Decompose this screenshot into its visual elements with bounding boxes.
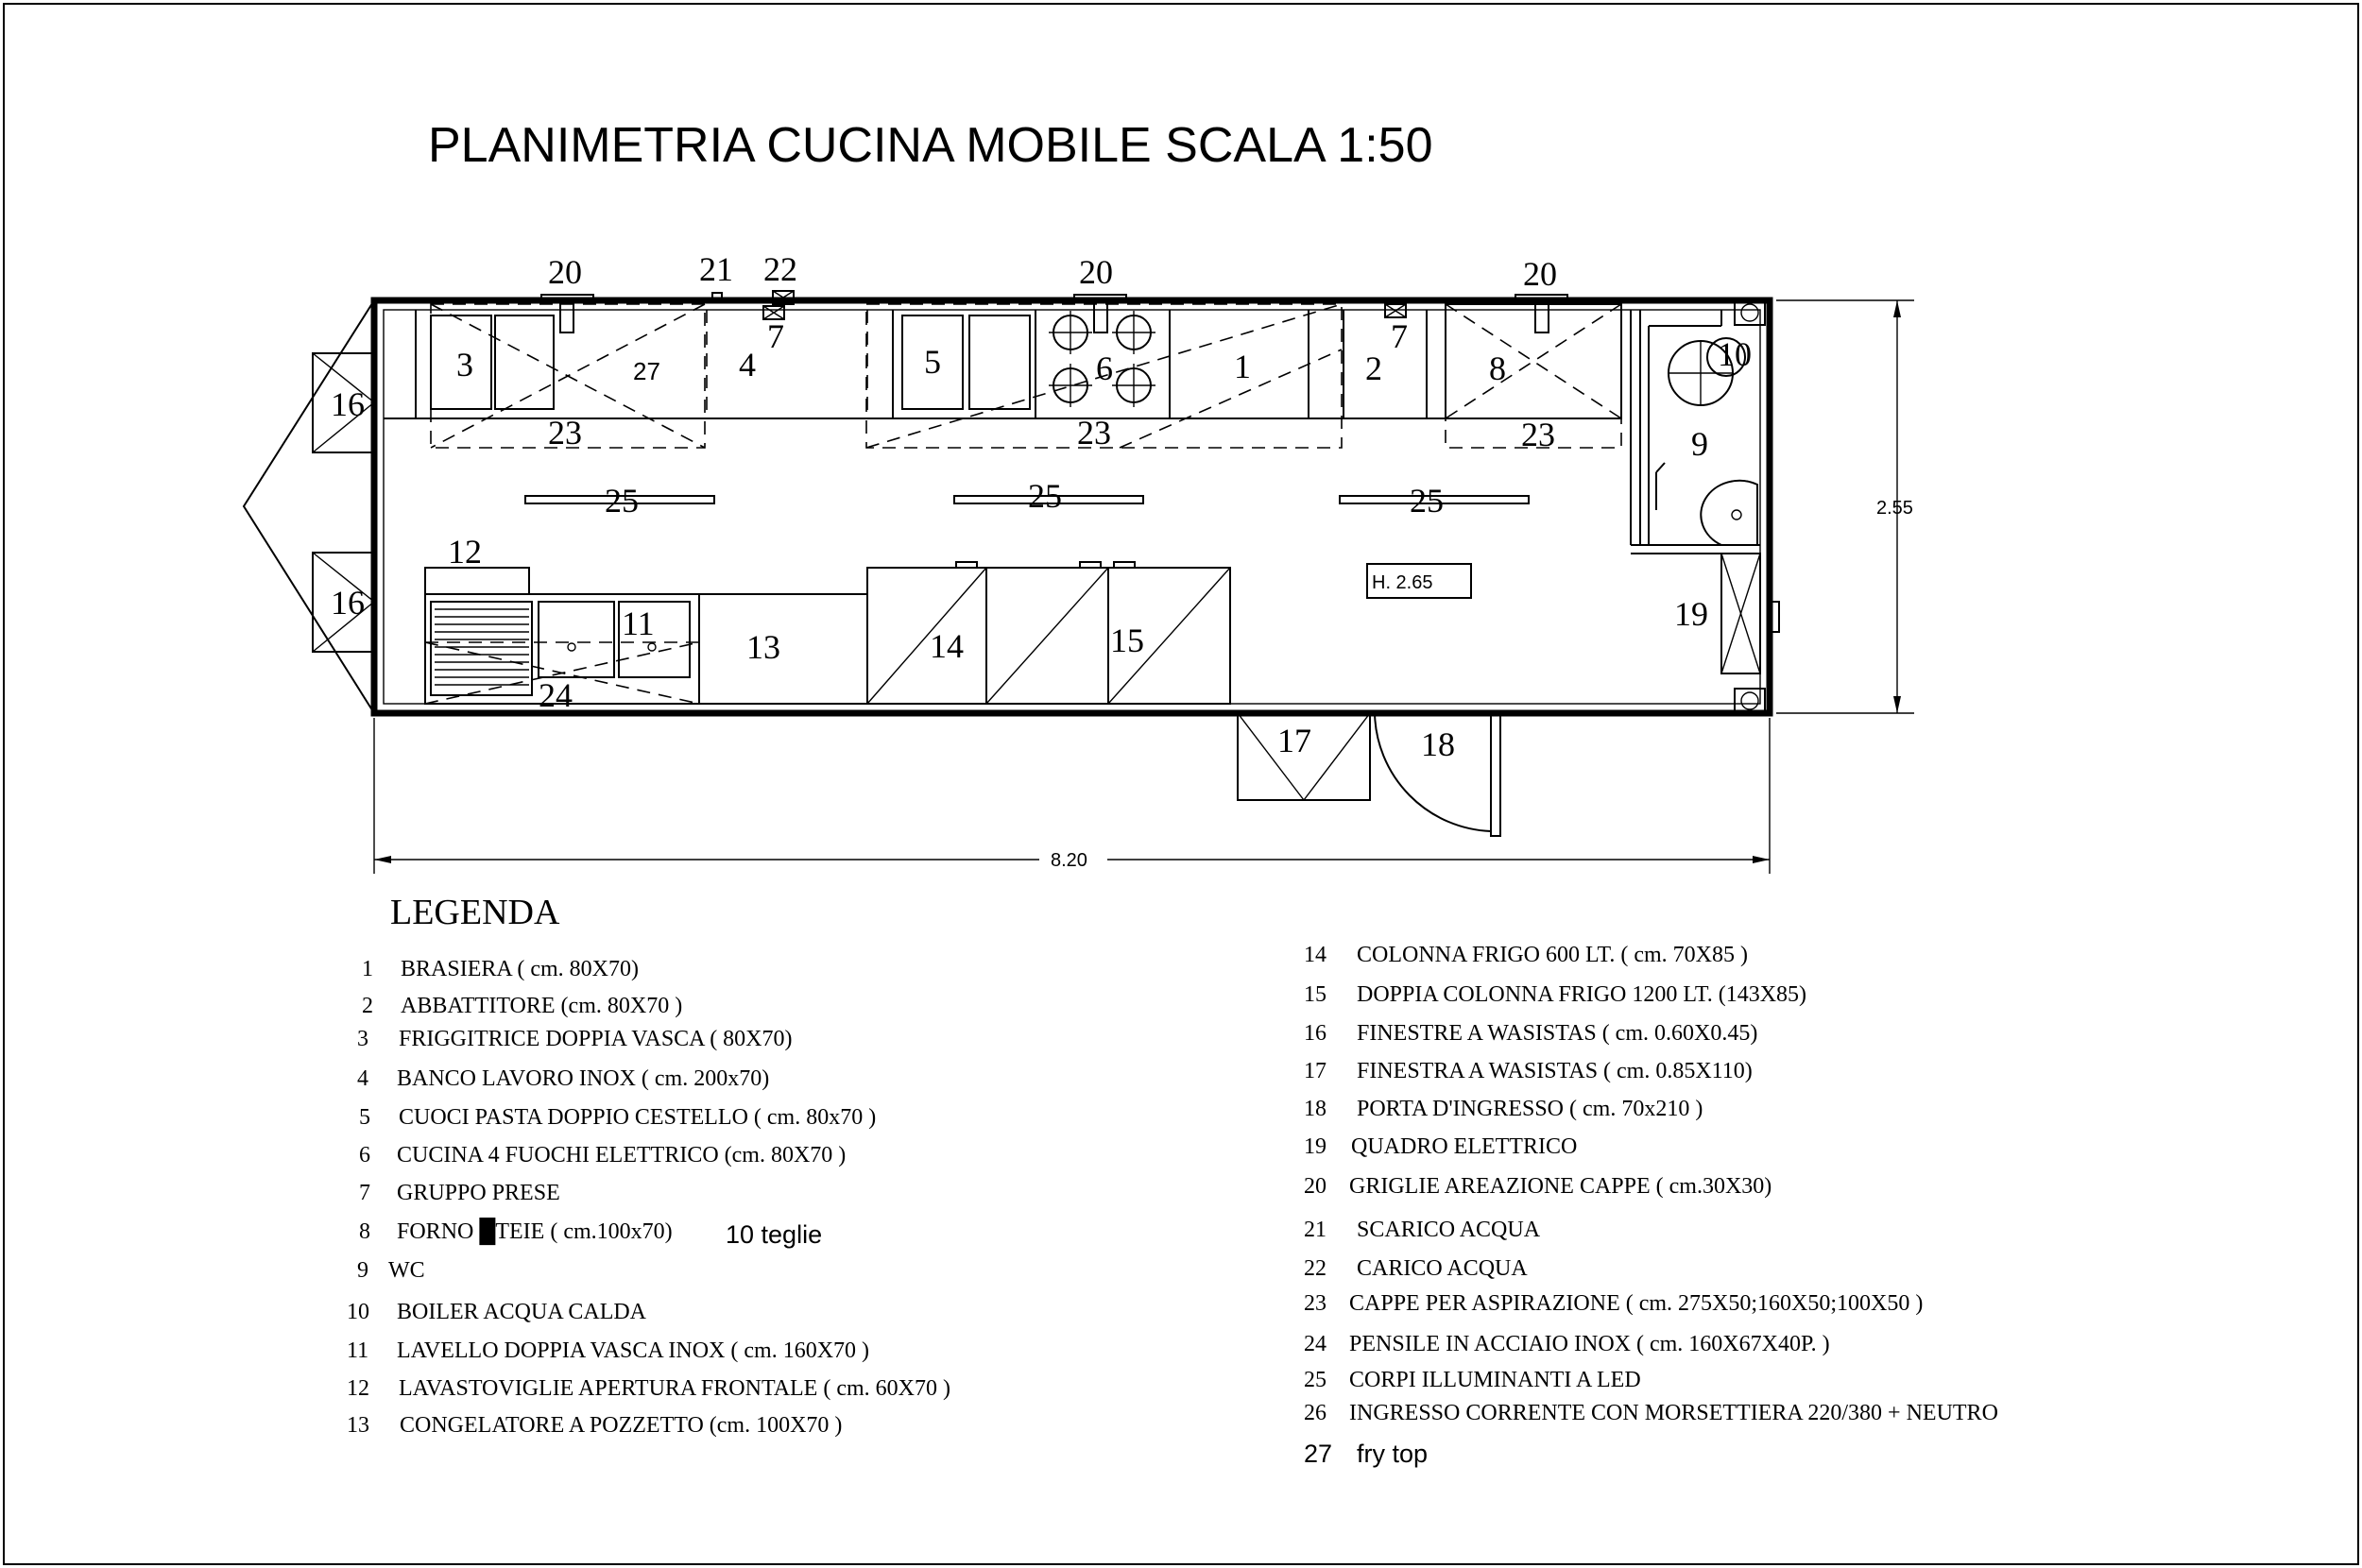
legend-left-column	[347, 957, 950, 1438]
toilet	[1701, 481, 1757, 545]
label-15: 15	[1110, 622, 1144, 659]
legend-number: 12	[347, 1376, 369, 1401]
plan-title: PLANIMETRIA CUCINA MOBILE SCALA 1:50	[428, 118, 1433, 173]
legend-number: 1	[362, 957, 373, 981]
legend-number: 20	[1304, 1174, 1326, 1199]
legend-item: QUADRO ELETTRICO	[1351, 1134, 1578, 1159]
legend-item: SCARICO ACQUA	[1357, 1218, 1541, 1242]
label-23: 23	[1521, 416, 1555, 453]
legend-item: GRIGLIE AREAZIONE CAPPE ( cm.30X30)	[1349, 1174, 1772, 1199]
label-25: 25	[1028, 477, 1062, 515]
legend-number: 14	[1304, 943, 1326, 967]
legend-number: 4	[357, 1066, 368, 1091]
label-18: 18	[1421, 725, 1455, 763]
legend-item: CAPPE PER ASPIRAZIONE ( cm. 275X50;160X50;100X50 )	[1349, 1291, 1924, 1316]
dishwasher-12	[425, 568, 529, 594]
legend-number: 27	[1304, 1440, 1333, 1468]
label-22: 22	[763, 250, 797, 288]
legend	[347, 893, 1998, 1468]
legend-number: 9	[357, 1258, 368, 1283]
fridge-15	[986, 562, 1230, 704]
legend-number: 2	[362, 994, 373, 1018]
dimension-width	[374, 718, 1770, 874]
legend-item: BANCO LAVORO INOX ( cm. 200x70)	[397, 1066, 770, 1091]
legend-number: 13	[347, 1413, 369, 1438]
legend-number: 26	[1304, 1401, 1326, 1425]
legend-item: CUCINA 4 FUOCHI ELETTRICO (cm. 80X70 )	[397, 1143, 847, 1167]
label-6: 6	[1096, 349, 1113, 387]
legend-item: GRUPPO PRESE	[397, 1181, 560, 1205]
fridge-14	[867, 562, 986, 704]
label-25: 25	[605, 482, 639, 520]
legend-item: CONGELATORE A POZZETTO (cm. 100X70 )	[400, 1413, 843, 1438]
legend-number: 17	[1304, 1059, 1326, 1083]
legend-number: 16	[1304, 1021, 1326, 1046]
legend-item: CARICO ACQUA	[1357, 1256, 1528, 1281]
label-4: 4	[739, 346, 756, 383]
legend-item: FINESTRE A WASISTAS ( cm. 0.60X0.45)	[1357, 1021, 1758, 1046]
label-9: 9	[1691, 425, 1708, 463]
legend-number: 24	[1304, 1332, 1326, 1356]
legend-item: LAVASTOVIGLIE APERTURA FRONTALE ( cm. 60X70 )	[399, 1376, 950, 1401]
socket-7-b	[1385, 304, 1406, 317]
legend-item: ABBATTITORE (cm. 80X70 )	[401, 994, 683, 1018]
label-1: 1	[1234, 348, 1251, 385]
legend-item: FRIGGITRICE DOPPIA VASCA ( 80X70)	[399, 1027, 793, 1051]
legend-item: COLONNA FRIGO 600 LT. ( cm. 70X85 )	[1357, 943, 1748, 967]
label-3: 3	[456, 346, 473, 383]
legend-title: LEGENDA	[390, 893, 560, 932]
legend-item: FORNO █TEIE ( cm.100x70)	[397, 1219, 673, 1244]
freezer-13	[699, 594, 867, 704]
legend-number: 3	[357, 1027, 368, 1051]
label-13: 13	[746, 628, 780, 666]
label-16: 16	[331, 385, 365, 423]
legend-item-note: 10 teglie	[726, 1220, 823, 1249]
label-16: 16	[331, 584, 365, 622]
legend-item: PORTA D'INGRESSO ( cm. 70x210 )	[1357, 1097, 1703, 1121]
legend-item: BRASIERA ( cm. 80X70)	[401, 957, 639, 981]
legend-number: 6	[359, 1143, 370, 1167]
floor-plan	[244, 250, 1914, 874]
legend-item: DOPPIA COLONNA FRIGO 1200 LT. (143X85)	[1357, 982, 1807, 1007]
legend-number: 5	[359, 1105, 370, 1130]
legend-number: 10	[347, 1300, 369, 1324]
legend-item: FINESTRA A WASISTAS ( cm. 0.85X110)	[1357, 1059, 1753, 1083]
legend-number: 11	[347, 1338, 369, 1363]
legend-number: 21	[1304, 1218, 1326, 1242]
legend-item: CORPI ILLUMINANTI A LED	[1349, 1368, 1641, 1392]
legend-number: 19	[1304, 1134, 1326, 1159]
label-23: 23	[1077, 414, 1111, 452]
sheet-border	[4, 4, 2358, 1564]
legend-number: 22	[1304, 1256, 1326, 1281]
label-20: 20	[548, 253, 582, 291]
label-5: 5	[924, 343, 941, 381]
label-12: 12	[448, 533, 482, 571]
label-19: 19	[1674, 595, 1708, 633]
plan-number-labels	[331, 250, 1752, 763]
label-14: 14	[930, 627, 964, 665]
label-20: 20	[1523, 255, 1557, 293]
legend-item: BOILER ACQUA CALDA	[397, 1300, 647, 1324]
label-27: 27	[633, 357, 660, 385]
label-20: 20	[1079, 253, 1113, 291]
label-2: 2	[1365, 349, 1382, 387]
legend-item: LAVELLO DOPPIA VASCA INOX ( cm. 160X70 )	[397, 1338, 870, 1363]
legend-number: 18	[1304, 1097, 1326, 1121]
legend-number: 8	[359, 1219, 370, 1244]
legend-number: 25	[1304, 1368, 1326, 1392]
label-23: 23	[548, 414, 582, 452]
legend-item: CUOCI PASTA DOPPIO CESTELLO ( cm. 80x70 )	[399, 1105, 877, 1130]
label-21: 21	[699, 250, 733, 288]
height-note: H. 2.65	[1372, 572, 1433, 593]
legend-item: PENSILE IN ACCIAIO INOX ( cm. 160X67X40P. )	[1349, 1332, 1830, 1356]
label-7: 7	[1391, 317, 1408, 355]
legend-item: WC	[388, 1258, 425, 1283]
legend-number: 15	[1304, 982, 1326, 1007]
label-25: 25	[1410, 482, 1444, 520]
legend-number: 23	[1304, 1291, 1326, 1316]
legend-right-column	[1304, 943, 1998, 1468]
outer-wall	[374, 300, 1770, 713]
legend-item: INGRESSO CORRENTE CON MORSETTIERA 220/380 + NEUTRO	[1349, 1401, 1998, 1425]
legend-item: fry top	[1357, 1440, 1429, 1468]
label-17: 17	[1277, 722, 1311, 759]
label-7: 7	[767, 317, 784, 355]
label-10: 10	[1718, 335, 1752, 373]
dimension-depth	[1776, 300, 1914, 713]
dimension-depth-label: 2.55	[1876, 498, 1913, 519]
dimension-width-label: 8.20	[1051, 850, 1087, 871]
label-8: 8	[1489, 349, 1506, 387]
label-24: 24	[539, 676, 573, 714]
legend-number: 7	[359, 1181, 370, 1205]
label-11: 11	[622, 605, 655, 642]
